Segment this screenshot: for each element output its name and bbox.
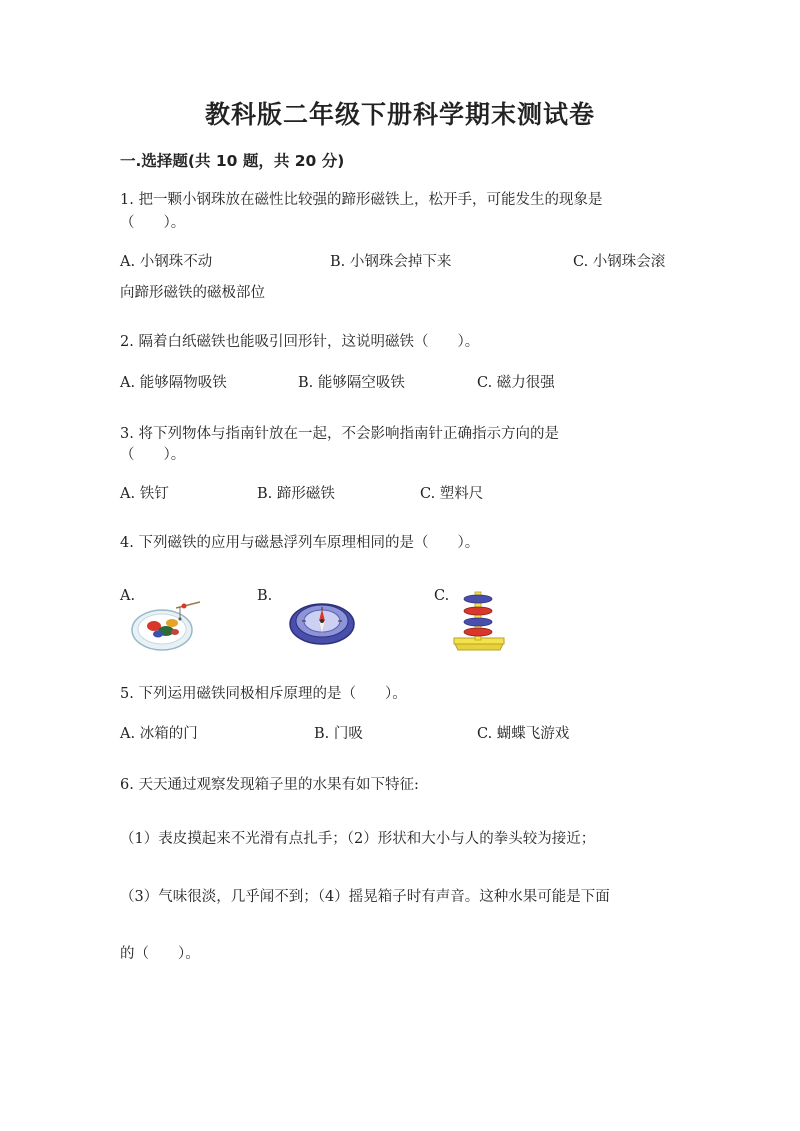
question-1-option-c[interactable]: C. 小钢珠会滚 xyxy=(573,254,666,270)
question-4-option-c[interactable]: C. xyxy=(434,588,450,604)
question-3-option-b[interactable]: B. 蹄形磁铁 xyxy=(257,486,335,502)
question-5-option-c[interactable]: C. 蝴蝶飞游戏 xyxy=(477,726,570,742)
question-1-option-c-continued: 向蹄形磁铁的磁极部位 xyxy=(120,285,265,301)
question-5-option-a[interactable]: A. 冰箱的门 xyxy=(120,726,198,742)
question-3-option-c[interactable]: C. 塑料尺 xyxy=(420,486,484,502)
question-2-option-b[interactable]: B. 能够隔空吸铁 xyxy=(298,375,405,391)
page-title: 教科版二年级下册科学期末测试卷 xyxy=(204,100,595,129)
question-1-text: 1. 把一颗小钢珠放在磁性比较强的蹄形磁铁上，松开手，可能发生的现象是 xyxy=(120,192,603,208)
question-2-text: 2. 隔着白纸磁铁也能吸引回形针，这说明磁铁（ ）。 xyxy=(120,334,480,350)
question-3-text: 3. 将下列物体与指南针放在一起，不会影响指南针正确指示方向的是 xyxy=(120,426,559,442)
question-2-option-c[interactable]: C. 磁力很强 xyxy=(477,375,555,391)
question-4-option-b[interactable]: B. xyxy=(257,588,273,604)
compass-icon[interactable] xyxy=(288,594,356,646)
question-4-text: 4. 下列磁铁的应用与磁悬浮列车原理相同的是（ ）。 xyxy=(120,535,480,551)
magnetic-fishing-toy-icon[interactable] xyxy=(130,594,202,654)
question-1-blank: （ ）。 xyxy=(120,215,186,231)
question-6-feature-line-2: （3）气味很淡，几乎闻不到；（4）摇晃箱子时有声音。这种水果可能是下面 xyxy=(120,889,610,905)
section-heading: 一.选择题(共 10 题，共 20 分) xyxy=(120,152,345,170)
question-3-option-a[interactable]: A. 铁钉 xyxy=(120,486,169,502)
question-1-option-b[interactable]: B. 小钢珠会掉下来 xyxy=(330,254,452,270)
question-3-blank: （ ）。 xyxy=(120,447,186,463)
question-6-text: 6. 天天通过观察发现箱子里的水果有如下特征: xyxy=(120,777,419,793)
question-5-option-b[interactable]: B. 门吸 xyxy=(314,726,363,742)
levitating-ring-magnets-icon[interactable] xyxy=(450,586,508,654)
question-6-feature-line-1: （1）表皮摸起来不光滑有点扎手；（2）形状和大小与人的拳头较为接近； xyxy=(120,831,596,847)
question-2-option-a[interactable]: A. 能够隔物吸铁 xyxy=(120,375,227,391)
question-4-option-a[interactable]: A. xyxy=(120,588,136,604)
question-1-option-a[interactable]: A. 小钢珠不动 xyxy=(120,254,213,270)
question-6-blank: 的（ ）。 xyxy=(120,946,200,962)
question-5-text: 5. 下列运用磁铁同极相斥原理的是（ ）。 xyxy=(120,686,407,702)
